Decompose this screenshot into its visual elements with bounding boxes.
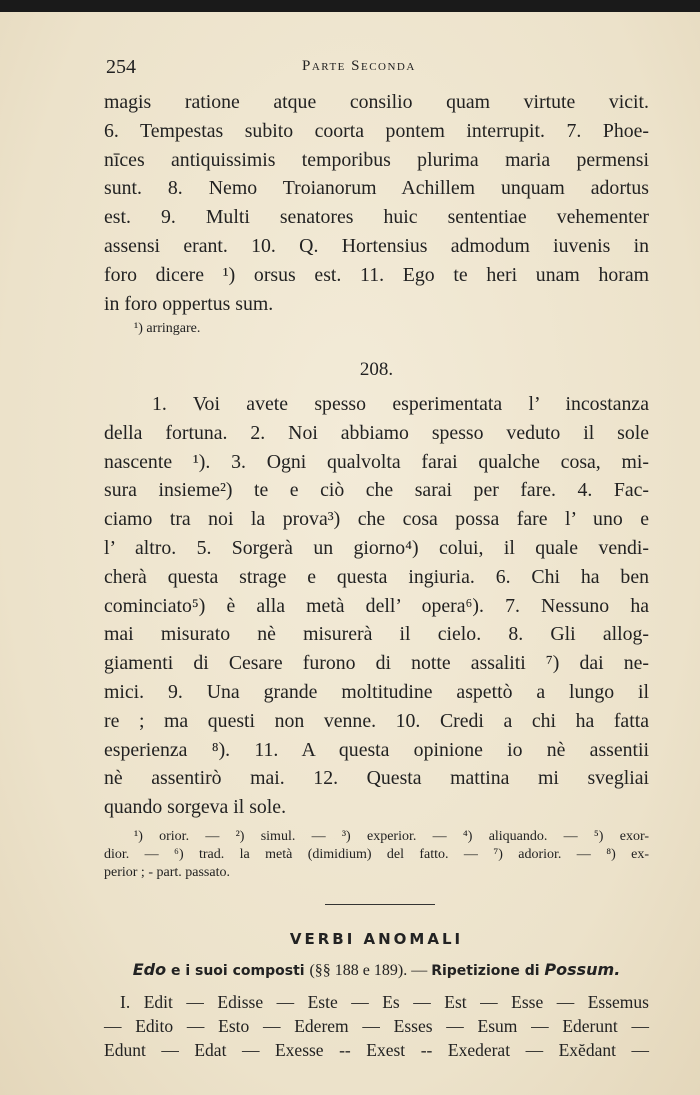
text-line: nīces antiquissimis temporibus plurima maria permensi	[104, 148, 649, 171]
text-line: foro dicere ¹) orsus est. 11. Ego te heri unam horam	[104, 263, 649, 286]
anomalous-verbs-list	[104, 990, 649, 1062]
running-title: Parte Seconda	[302, 58, 416, 74]
text-line: ¹) orior. — ²) simul. — ³) experior. — ⁴) aliquando. — ⁵) exor-	[134, 828, 649, 844]
text-line: mai misurato nè misurerà il cielo. 8. Gli allog-	[104, 623, 649, 646]
page-number: 254	[106, 56, 136, 78]
text-line: sunt. 8. Nemo Troianorum Achillem unquam adortus	[104, 177, 649, 200]
exercise-number: 208.	[359, 359, 394, 380]
exercise-text-block	[104, 390, 649, 882]
section-subtitle	[104, 960, 649, 980]
subtitle-verb2: Possum.	[544, 960, 621, 979]
text-line: quando sorgeva il sole.	[104, 796, 287, 819]
subtitle-verb: Edo	[132, 960, 167, 979]
text-line: 1. Voi avete spesso esperimentata l’ incostanza	[152, 393, 649, 415]
footnote-top: ¹) arringare.	[134, 321, 201, 337]
subtitle-ref: (§§ 188 e 189). —	[309, 962, 432, 979]
top-text-block	[104, 88, 649, 338]
text-line: in foro oppertus sum.	[104, 292, 274, 315]
section-title: VERBI ANOMALI	[289, 930, 464, 948]
top-text-lines	[104, 88, 649, 318]
text-line: mici. 9. Una grande moltitudine aspettò a lungo il	[104, 680, 649, 703]
exercise-footnotes	[104, 828, 649, 882]
text-line: cherà questa strage e questa ingiuria. 6. Chi ha ben	[104, 565, 649, 588]
text-line: l’ altro. 5. Sorgerà un giorno⁴) colui, il quale vendi-	[104, 536, 649, 559]
page-header	[106, 56, 650, 86]
text-line: giamenti di Cesare furono di notte assaliti ⁷) dai ne-	[104, 652, 649, 675]
text-line: dior. — ⁶) trad. la metà (dimidium) del fatto. — ⁷) adorior. — ⁸) ex-	[104, 846, 649, 862]
text-line: I. Edit — Edisse — Este — Es — Est — Esse — Essemus	[120, 992, 649, 1012]
text-line: perior ; - part. passato.	[104, 864, 230, 880]
text-line: della fortuna. 2. Noi abbiamo spesso veduto il sole	[104, 421, 649, 444]
text-line: nè assentirò mai. 12. Questa mattina mi svegliai	[104, 767, 649, 790]
subtitle-mid: e i suoi composti	[166, 963, 310, 979]
text-line: assensi erant. 10. Q. Hortensius admodum iuvenis in	[104, 234, 649, 257]
subtitle-rest: Ripetizione di	[431, 963, 545, 979]
text-line: cominciato⁵) è alla metà dell’ opera⁶). 7. Nessuno ha	[104, 594, 649, 617]
text-line: esperienza ⁸). 11. A questa opinione io nè assentii	[104, 738, 649, 761]
text-line: magis ratione atque consilio quam virtute vicit.	[104, 91, 649, 113]
exercise-text-lines	[104, 390, 649, 822]
text-line: 6. Tempestas subito coorta pontem interrupit. 7. Phoe-	[104, 119, 649, 142]
book-page	[0, 12, 700, 1095]
text-line: nascente ¹). 3. Ogni qualvolta farai qualche cosa, mi-	[104, 450, 649, 473]
text-line: est. 9. Multi senatores huic sententiae vehementer	[104, 206, 649, 229]
text-line: — Edito — Esto — Ederem — Esses — Esum — Ederunt —	[104, 1016, 649, 1036]
text-line: re ; ma questi non venne. 10. Credi a chi ha fatta	[104, 709, 649, 732]
text-line: Edunt — Edat — Exesse -- Exest -- Exederat — Exĕdant —	[104, 1040, 649, 1060]
text-line: sura insieme²) te e ciò che sarai per fare. 4. Fac-	[104, 479, 649, 502]
section-divider	[325, 904, 435, 905]
text-line: ciamo tra noi la prova³) che cosa possa fare l’ uno e	[104, 508, 649, 531]
